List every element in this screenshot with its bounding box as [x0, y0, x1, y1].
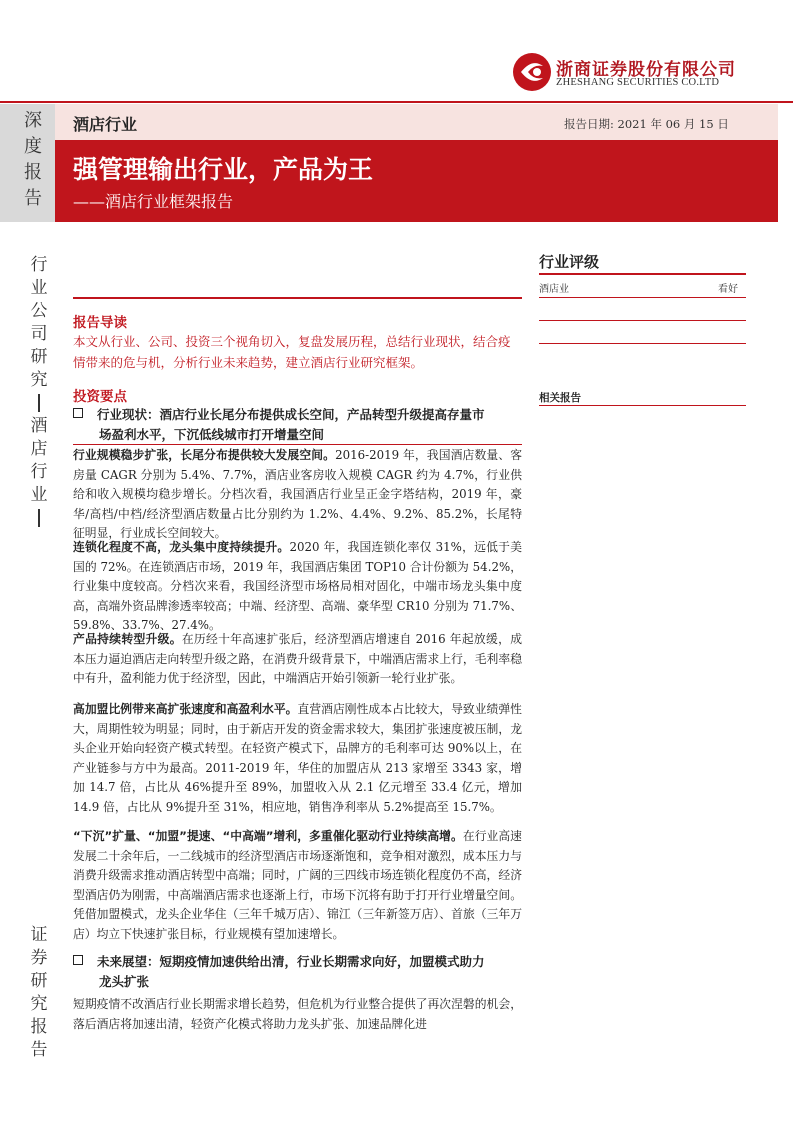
paragraph-outlook [73, 995, 522, 1034]
paragraph-concentration [73, 538, 522, 636]
paragraph-franchise [73, 700, 522, 818]
vertical-label-industry: 酒店行业 [30, 416, 48, 505]
rating-line [539, 297, 746, 298]
paragraph-body: 2016-2019 年，我国酒店数量、客房量 CAGR 分别为 5.4%、7.7%，酒店业客房收入规模 CAGR 约为 4.7%，行业供给和收入规模均稳步增长。分档次看，我国酒店行业呈正金字塔结构，2019 年，豪华/高档/中档/经济型酒店数量占比分别约为 1.2%、4.4%、9.2%、85.2%，长尾特征明显，行业成长空间较大。 [73, 448, 523, 541]
header-divider [0, 101, 793, 103]
bullet-divider [73, 444, 522, 445]
bullet-industry-status [73, 405, 528, 445]
related-reports-title: 相关报告 [539, 392, 581, 404]
bullet-title-line: 场盈利水平，下沉低线城市打开增量空间 [99, 427, 325, 442]
paragraph-lead: 连锁化程度不高，龙头集中度持续提升。 [73, 540, 290, 554]
report-date: 报告日期: 2021 年 06 月 15 日 [564, 117, 729, 131]
bullet-outlook [73, 952, 528, 992]
rating-line [539, 320, 746, 321]
paragraph-lead: “下沉”扩量、“加盟”提速、“中高端”增利，多重催化驱动行业持续高增。 [73, 829, 463, 843]
rating-value: 看好 [718, 284, 738, 295]
report-title: 强管理输出行业，产品为王 [73, 155, 374, 184]
company-name-en: ZHESHANG SECURITIES CO.LTD [556, 77, 720, 88]
rating-line [539, 343, 746, 344]
vertical-divider [38, 509, 40, 527]
bullet-title-line: 未来展望：短期疫情加速供给出清，行业长期需求向好，加盟模式助力 [97, 954, 485, 969]
paragraph-scale [73, 446, 522, 544]
vertical-label-category: 行业公司研究 [30, 255, 48, 390]
vertical-divider [38, 394, 40, 412]
bullet-title-line: 龙头扩张 [99, 974, 150, 989]
report-type-label: 深度报告 [24, 110, 42, 209]
left-vertical-label [28, 254, 50, 530]
paragraph-lead: 行业规模稳步扩张，长尾分布提供较大发展空间。 [73, 448, 336, 462]
paragraph-body: 短期疫情不改酒店行业长期需求增长趋势，但危机为行业整合提供了再次涅磐的机会，落后酒店将加速出清，轻资产化模式将助力龙头扩张、加速品牌化进 [73, 997, 522, 1031]
bullet-title-line: 行业现状：酒店行业长尾分布提供成长空间，产品转型升级提高存量市 [97, 407, 485, 422]
paragraph-lead: 高加盟比例带来高扩张速度和高盈利水平。 [73, 702, 298, 716]
left-vertical-footer: 证券研究报告 [30, 925, 48, 1060]
rating-divider [539, 273, 746, 275]
rating-title: 行业评级 [539, 253, 600, 271]
paragraph-body: 在历经十年高速扩张后，经济型酒店增速自 2016 年起放缓，成本压力逼迫酒店走向转型升级之路，在消费升级背景下，中端酒店需求上行，毛利率稳中有升，盈利能力优于经济型，因此，中端酒店开始引领新一轮行业扩张。 [73, 632, 522, 686]
key-points-heading: 投资要点 [73, 389, 127, 405]
guide-heading: 报告导读 [73, 315, 127, 331]
industry-label: 酒店行业 [73, 115, 138, 134]
related-reports-divider [539, 405, 746, 406]
paragraph-body: 在行业高速发展二十余年后，一二线城市的经济型酒店市场逐渐饱和，竞争相对激烈，成本压力与消费升级需求推动酒店转型中高端；同时，广阔的三四线市场连锁化程度仍不高，经济型酒店仍为刚需，中高端酒店需求也逐渐上行，市场下沉将有助于打开行业增量空间。凭借加盟模式，龙头企业华住（三年千城万店）、锦江（三年新签万店）、首旅（三年万店）均立下快速扩张目标，行业规模有望加速增长。 [73, 829, 522, 941]
checkbox-bullet-icon [73, 408, 83, 418]
report-subtitle: ——酒店行业框架报告 [73, 192, 234, 211]
paragraph-body: 2020 年，我国连锁化率仅 31%，远低于美国的 72%。在连锁酒店市场，2019 年，我国酒店集团 TOP10 合计份额为 54.2%，行业集中度较高。分档次来看，我国经济型市场格局相对固化，中端市场龙头集中度高，高端外资品牌渗透率较高；中端、经济型、高端、豪华型 CR10 分别为 71.7%、59.8%、33.7%、27.4%。 [73, 540, 522, 633]
rating-sector: 酒店业 [539, 284, 569, 295]
paragraph-body: 直营酒店刚性成本占比较大，导致业绩弹性大，周期性较为明显；同时，由于新店开发的资金需求较大，集团扩张速度被压制，龙头企业开始向轻资产模式转型。在轻资产模式下，品牌方的毛利率可达 90%以上，在产业链参与方中为最高。2011-2019 年，华住的加盟店从 213 家增至 3343 家，增加 14.7 倍，占比从 46%提升至 89%，加盟收入从 2.1 亿元增至 33.4 亿元，增加 14.9 倍，占比从 9%提升至 31%，相应地，销售净利率从 5.2%提高至 15.7%。 [73, 702, 522, 814]
guide-text: 本文从行业、公司、投资三个视角切入，复盘发展历程，总结行业现状，结合疫情带来的危与机，分析行业未来趋势，建立酒店行业研究框架。 [73, 334, 511, 370]
zheshang-logo-icon [512, 52, 552, 92]
company-name-cn: 浙商证券股份有限公司 [556, 60, 736, 80]
paragraph-upgrade [73, 630, 522, 689]
paragraph-growth-drivers [73, 827, 522, 945]
paragraph-lead: 产品持续转型升级。 [73, 632, 182, 646]
checkbox-bullet-icon [73, 955, 83, 965]
main-top-divider [73, 297, 522, 299]
